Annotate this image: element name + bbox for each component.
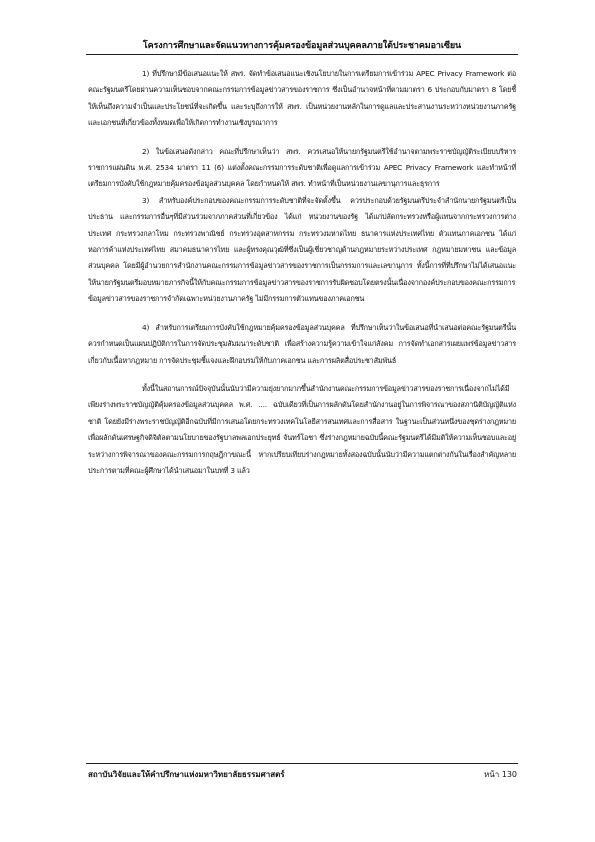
paragraph-2: 2) ในข้อเสนอดังกล่าว คณะที่ปรึกษาเห็นว่า สพร. ควรเสนอให้นายกรัฐมนตรีใช้อำนาจตามพระราชบัญญัติระเบียบบริหารราชการแผ่นดิน พ.ศ. 2534 มาตรา 11 (6) แต่งตั้งคณะกรรมการระดับชาติเพื่อดูแลการเข้าร่วม APEC Privacy Framework และทำหน้าที่เตรียมการบังคับใช้กฎหมายคุ้มครองข้อมูลส่วนบุคคล โดยกำหนดให้ สพร. ทำหน้าที่เป็นหน่วยงานเลขานุการและธุรการ [88, 146, 516, 189]
paragraph-1: 1) ที่ปรึกษามีข้อเสนอแนะให้ สพร. จัดทำข้อเสนอแนะเชิงนโยบายในการเตรียมการเข้าร่วม APEC Privacy Framework ต่อคณะรัฐมนตรีโดยผ่านความเห็นชอบจากคณะกรรมการข้อมูลข่าวสารของราชการ ซึ่งเป็นอำนาจหน้าที่ตามมาตรา 6 ประกอบกับมาตรา 8 โดยชี้ให้เห็นถึงความจำเป็นและประโยชน์ที่จะเกิดขึ้น และระบุถึงการให้ สพร. เป็นหน่วยงานหลักในการดูแลและประสานงานระหว่างหน่วยงานภาครัฐและเอกชนที่เกี่ยวข้องทั้งหมดเพื่อให้เกิดการทำงานเชิงบูรณาการ [88, 69, 516, 128]
body-text [88, 66, 516, 756]
page-number: หน้า 130 [483, 770, 517, 779]
header-divider [86, 54, 518, 55]
footer-institution: สถาบันวิจัยและให้คำปรึกษาแห่งมหาวิทยาลัยธรรมศาสตร์ [88, 770, 285, 779]
paragraph-5: ทั้งนี้ในสถานการณ์ปัจจุบันนั้นนับว่ามีความยุ่งยากมากขึ้นสำนักงานคณะกรรมการข้อมูลข่าวสารของราชการเนื่องจากไม่ได้มีเพียงร่างพระราชบัญญัติคุ้มครองข้อมูลส่วนบุคคล พ.ศ. .... ฉบับเดียวที่เป็นการผลักดันโดยสำนักงานอยู่ในการพิจารณาของสภานิติบัญญัติแห่งชาติ โดยยังมีร่างพระราชบัญญัติอีกฉบับที่มีการเสนอโดยกระทรวงเทคโนโลยีสารสนเทศและการสื่อสาร ในฐานะเป็นส่วนหนึ่งของชุดร่างกฎหมายเพื่อผลักดันเศรษฐกิจดิจิตัลตามนโยบายของรัฐบาลพลเอกประยุทธ์ จันทร์โอชา ซึ่งร่างกฎหมายฉบับนี้คณะรัฐมนตรีได้มีมติให้ความเห็นชอบและอยู่ระหว่างการพิจารณาของคณะกรรมการกฤษฎีกาขณะนี้ หากเปรียบเทียบร่างกฎหมายทั้งสองฉบับนั้นนับว่ามีความแตกต่างกันในเรื่องสำคัญหลายประการตามที่คณะผู้ศึกษาได้นำเสนอมาในบทที่ 3 แล้ว [88, 383, 516, 475]
page-header-title: โครงการศึกษาและจัดแนวทางการคุ้มครองข้อมูลส่วนบุคคลภายใต้ประชาคมอาเซียน [142, 41, 462, 51]
paragraph-3: 3) สำหรับองค์ประกอบของคณะกรรมการระดับชาติที่จะจัดตั้งขึ้น ควรประกอบด้วยรัฐมนตรีประจำสำนักนายกรัฐมนตรีเป็นประธาน และกรรมการอื่นๆที่มีส่วนร่วมจากภาคส่วนที่เกี่ยวข้อง ได้แก่ หน่วยงานของรัฐ ได้แก่ปลัดกระทรวงหรือผู้แทนจากกระทรวงการต่างประเทศ กระทรวงกลาโหม กระทรวงพาณิชย์ กระทรวงอุตสาหกรรม กระทรวงมหาดไทย ธนาคารแห่งประเทศไทย ตัวแทนภาคเอกชน ได้แก่ หอการค้าแห่งประเทศไทย สมาคมธนาคารไทย และผู้ทรงคุณวุฒิที่ซึ่งเป็นผู้เชี่ยวชาญด้านกฎหมายระหว่างประเทศ กฎหมายมหาชน และข้อมูลส่วนบุคคล โดยมีผู้อำนวยการสำนักงานคณะกรรมการข้อมูลข่าวสารของราชการเป็นกรรมการและเลขานุการ ทั้งนี้การที่ที่ปรึกษาไม่ได้เสนอแนะให้นายกรัฐมนตรีมอบหมายภารกิจนี้ให้กับคณะกรรมการข้อมูลข่าวสารของราชการรับผิดชอบโดยตรงนั้นเนื่องจากองค์ประกอบของคณะกรรมการข้อมูลข่าวสารของราชการจำกัดเฉพาะหน่วยงานภาครัฐ ไม่มีกรรมการตัวแทนของภาคเอกชน [88, 195, 516, 304]
footer-divider [86, 763, 518, 764]
paragraph-4: 4) สำหรับการเตรียมการบังคับใช้กฎหมายคุ้มครองข้อมูลส่วนบุคคล ที่ปรึกษาเห็นว่าในข้อเสนอที่นำเสนอต่อคณะรัฐมนตรีนั้นควรกำหนดเป็นแผนปฏิบัติการในการจัดประชุมสัมมนาระดับชาติ เพื่อสร้างความรู้ความเข้าใจแก่สังคม การจัดทำเอกสารเผยแพร่ข้อมูลข่าวสารเกี่ยวกับเนื้อหากฎหมาย การจัดประชุมชี้แจงและฝึกอบรมให้กับภาคเอกชน และการผลิตสื่อประชาสัมพันธ์ [88, 322, 516, 365]
